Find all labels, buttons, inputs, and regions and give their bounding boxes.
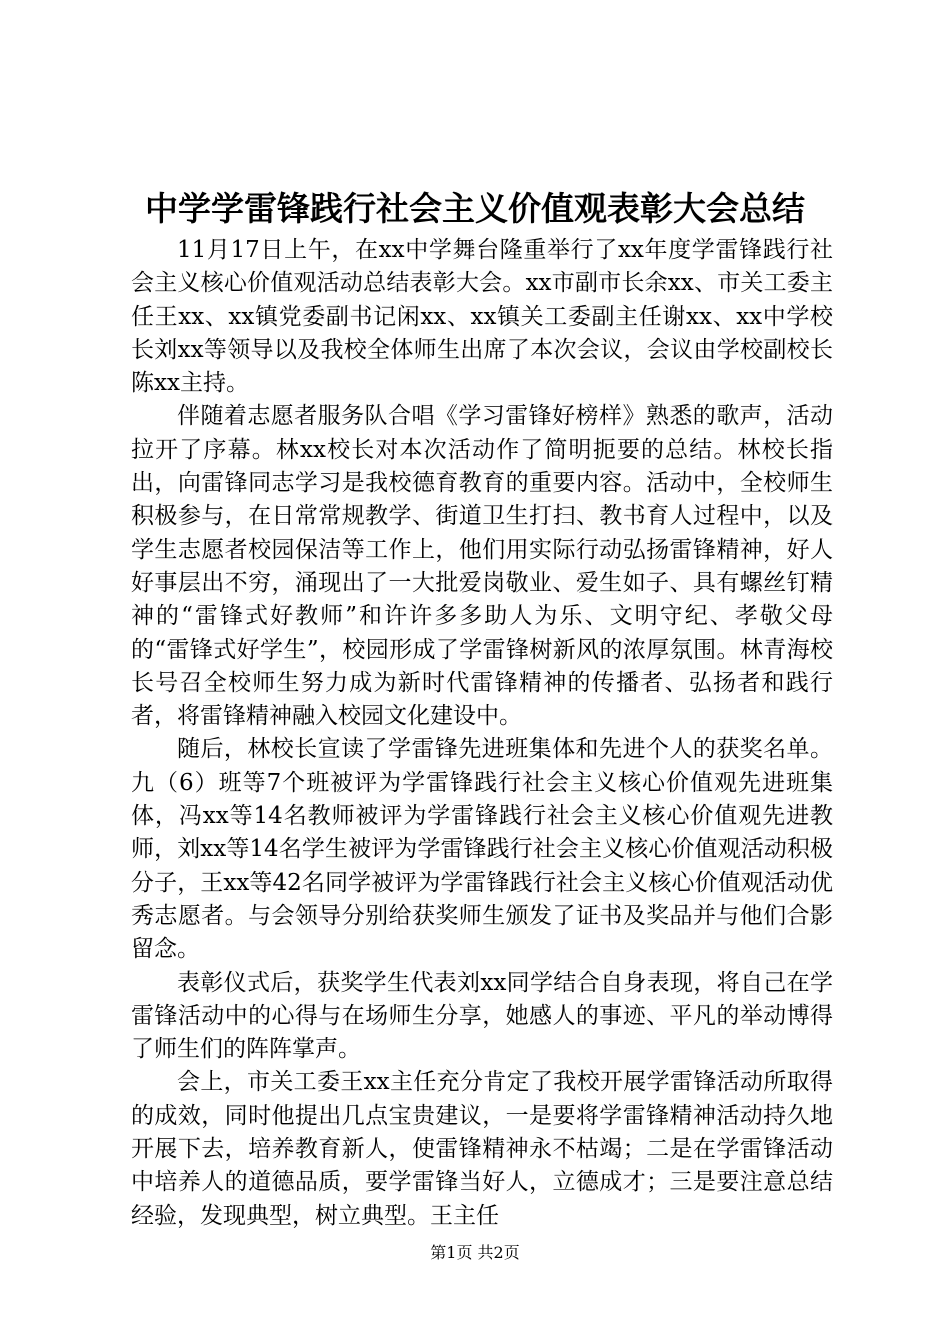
paragraph-5: 会上，市关工委王xx主任充分肯定了我校开展学雷锋活动所取得的成效，同时他提出几点宝贵建议，一是要将学雷锋精神活动持久地开展下去，培养教育新人，使雷锋精神永不枯竭；二是在学雷锋活动中培养人的道德品质，要学雷锋当好人，立德成才；三是要注意总结经验，发现典型，树立典型。王主任: [131, 1069, 833, 1229]
paragraph-2: 伴随着志愿者服务队合唱《学习雷锋好榜样》熟悉的歌声，活动拉开了序幕。林xx校长对本次活动作了简明扼要的总结。林校长指出，向雷锋同志学习是我校德育教育的重要内容。活动中，全校师生积极参与，在日常常规教学、街道卫生打扫、教书育人过程中，以及学生志愿者校园保洁等工作上，他们用实际行动弘扬雷锋精神，好人好事层出不穷，涌现出了一大批爱岗敬业、爱生如子、具有螺丝钉精神的“雷锋式好教师”和许许多多助人为乐、文明守纪、孝敬父母的“雷锋式好学生”，校园形成了学雷锋树新风的浓厚氛围。林青海校长号召全校师生努力成为新时代雷锋精神的传播者、弘扬者和践行者，将雷锋精神融入校园文化建设中。: [131, 403, 833, 730]
paragraph-3: 随后，林校长宣读了学雷锋先进班集体和先进个人的获奖名单。九（6）班等7个班被评为学雷锋践行社会主义核心价值观先进班集体，冯xx等14名教师被评为学雷锋践行社会主义核心价值观先进教师，刘xx等14名学生被评为学雷锋践行社会主义核心价值观活动积极分子，王xx等42名同学被评为学雷锋践行社会主义核心价值观活动优秀志愿者。与会领导分别给获奖师生颁发了证书及奖品并与他们合影留念。: [131, 736, 833, 963]
paragraph-4: 表彰仪式后，获奖学生代表刘xx同学结合自身表现，将自己在学雷锋活动中的心得与在场师生分享，她感人的事迹、平凡的举动博得了师生们的阵阵掌声。: [131, 969, 833, 1063]
paragraph-1: 11月17日上午，在xx中学舞台隆重举行了xx年度学雷锋践行社会主义核心价值观活动总结表彰大会。xx市副市长余xx、市关工委主任王xx、xx镇党委副书记闲xx、xx镇关工委副主任谢xx、xx中学校长刘xx等领导以及我校全体师生出席了本次会议，会议由学校副校长陈xx主持。: [131, 237, 833, 397]
page-number-footer: 第1页 共2页: [430, 1243, 520, 1262]
document-title: 中学学雷锋践行社会主义价值观表彰大会总结: [145, 189, 805, 228]
document-body: [131, 234, 833, 1233]
